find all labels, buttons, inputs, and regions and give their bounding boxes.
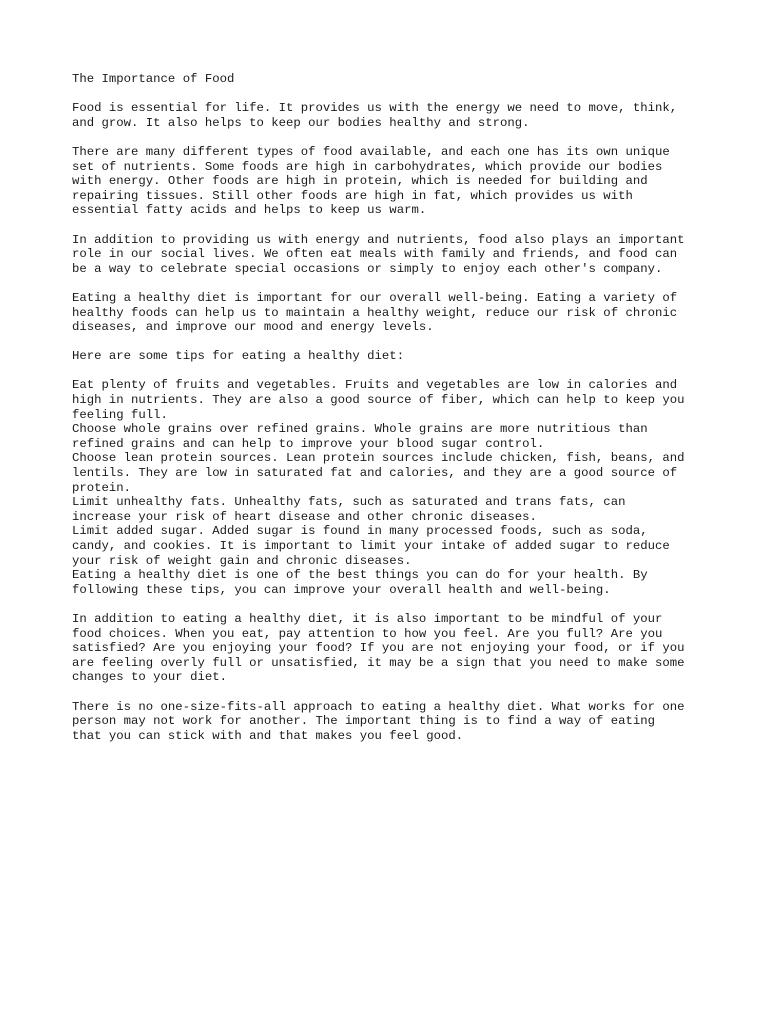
paragraph-spacer	[72, 685, 712, 700]
text-line: food choices. When you eat, pay attention to how you feel. Are you full? Are you	[72, 626, 663, 641]
title-spacer	[72, 87, 712, 102]
paragraph-spacer	[72, 335, 712, 350]
paragraph-spacer	[72, 364, 712, 379]
text-line: healthy foods can help us to maintain a healthy weight, reduce our risk of chronic	[72, 305, 678, 320]
text-line: role in our social lives. We often eat meals with family and friends, and food can	[72, 247, 678, 262]
text-line: In addition to eating a healthy diet, it is also important to be mindful of your	[72, 611, 663, 626]
text-line: essential fatty acids and helps to keep us warm.	[72, 203, 427, 218]
text-line: Choose lean protein sources. Lean protein sources include chicken, fish, beans, and	[72, 451, 685, 466]
text-line: satisfied? Are you enjoying your food? If you are not enjoying your food, or if you	[72, 641, 685, 656]
text-line: person may not work for another. The important thing is to find a way of eating	[72, 714, 655, 729]
text-line: protein.	[72, 480, 132, 495]
text-line: are feeling overly full or unsatisfied, it may be a sign that you need to make some	[72, 655, 685, 670]
text-line: repairing tissues. Still other foods are high in fat, which provides us with	[72, 188, 633, 203]
text-line: Eating a healthy diet is important for our overall well-being. Eating a variety of	[72, 290, 678, 305]
text-line: Here are some tips for eating a healthy diet:	[72, 349, 405, 364]
paragraph	[72, 612, 712, 685]
text-line: following these tips, you can improve your overall health and well-being.	[72, 582, 611, 597]
paragraph-spacer	[72, 597, 712, 612]
text-line: In addition to providing us with energy and nutrients, food also plays an important	[72, 232, 685, 247]
document-body	[72, 72, 712, 743]
text-line: Choose whole grains over refined grains. Whole grains are more nutritious than	[72, 422, 648, 437]
paragraph-spacer	[72, 218, 712, 233]
text-line: lentils. They are low in saturated fat and calories, and they are a good source of	[72, 466, 678, 481]
document-title: The Importance of Food	[72, 72, 235, 86]
text-line: with energy. Other foods are high in protein, which is needed for building and	[72, 174, 648, 189]
paragraph-spacer	[72, 130, 712, 145]
paragraph	[72, 700, 712, 744]
text-line: that you can stick with and that makes you feel good.	[72, 728, 464, 743]
text-line: set of nutrients. Some foods are high in carbohydrates, which provide our bodies	[72, 159, 663, 174]
text-line: and grow. It also helps to keep our bodies healthy and strong.	[72, 115, 530, 130]
text-line: changes to your diet.	[72, 670, 227, 685]
text-line: Eat plenty of fruits and vegetables. Fruits and vegetables are low in calories and	[72, 378, 678, 393]
paragraph	[72, 101, 712, 130]
text-line: diseases, and improve our mood and energy levels.	[72, 320, 434, 335]
text-line: Food is essential for life. It provides us with the energy we need to move, think,	[72, 101, 678, 116]
text-line: feeling full.	[72, 407, 168, 422]
text-line: Limit unhealthy fats. Unhealthy fats, such as saturated and trans fats, can	[72, 495, 626, 510]
paragraph	[72, 145, 712, 218]
paragraph	[72, 378, 712, 597]
text-line: increase your risk of heart disease and other chronic diseases.	[72, 509, 537, 524]
paragraph	[72, 291, 712, 335]
text-line: Eating a healthy diet is one of the best things you can do for your health. By	[72, 568, 648, 583]
text-line: refined grains and can help to improve your blood sugar control.	[72, 436, 545, 451]
paragraph	[72, 233, 712, 277]
paragraph	[72, 349, 712, 364]
text-line: be a way to celebrate special occasions or simply to enjoy each other's company.	[72, 261, 663, 276]
text-line: There is no one-size-fits-all approach to eating a healthy diet. What works for one	[72, 699, 685, 714]
text-line: your risk of weight gain and chronic diseases.	[72, 553, 412, 568]
text-line: high in nutrients. They are also a good source of fiber, which can help to keep you	[72, 393, 685, 408]
text-line: There are many different types of food available, and each one has its own unique	[72, 144, 670, 159]
paragraph-spacer	[72, 276, 712, 291]
text-line: candy, and cookies. It is important to limit your intake of added sugar to reduce	[72, 539, 670, 553]
text-line: Limit added sugar. Added sugar is found in many processed foods, such as soda,	[72, 524, 648, 539]
